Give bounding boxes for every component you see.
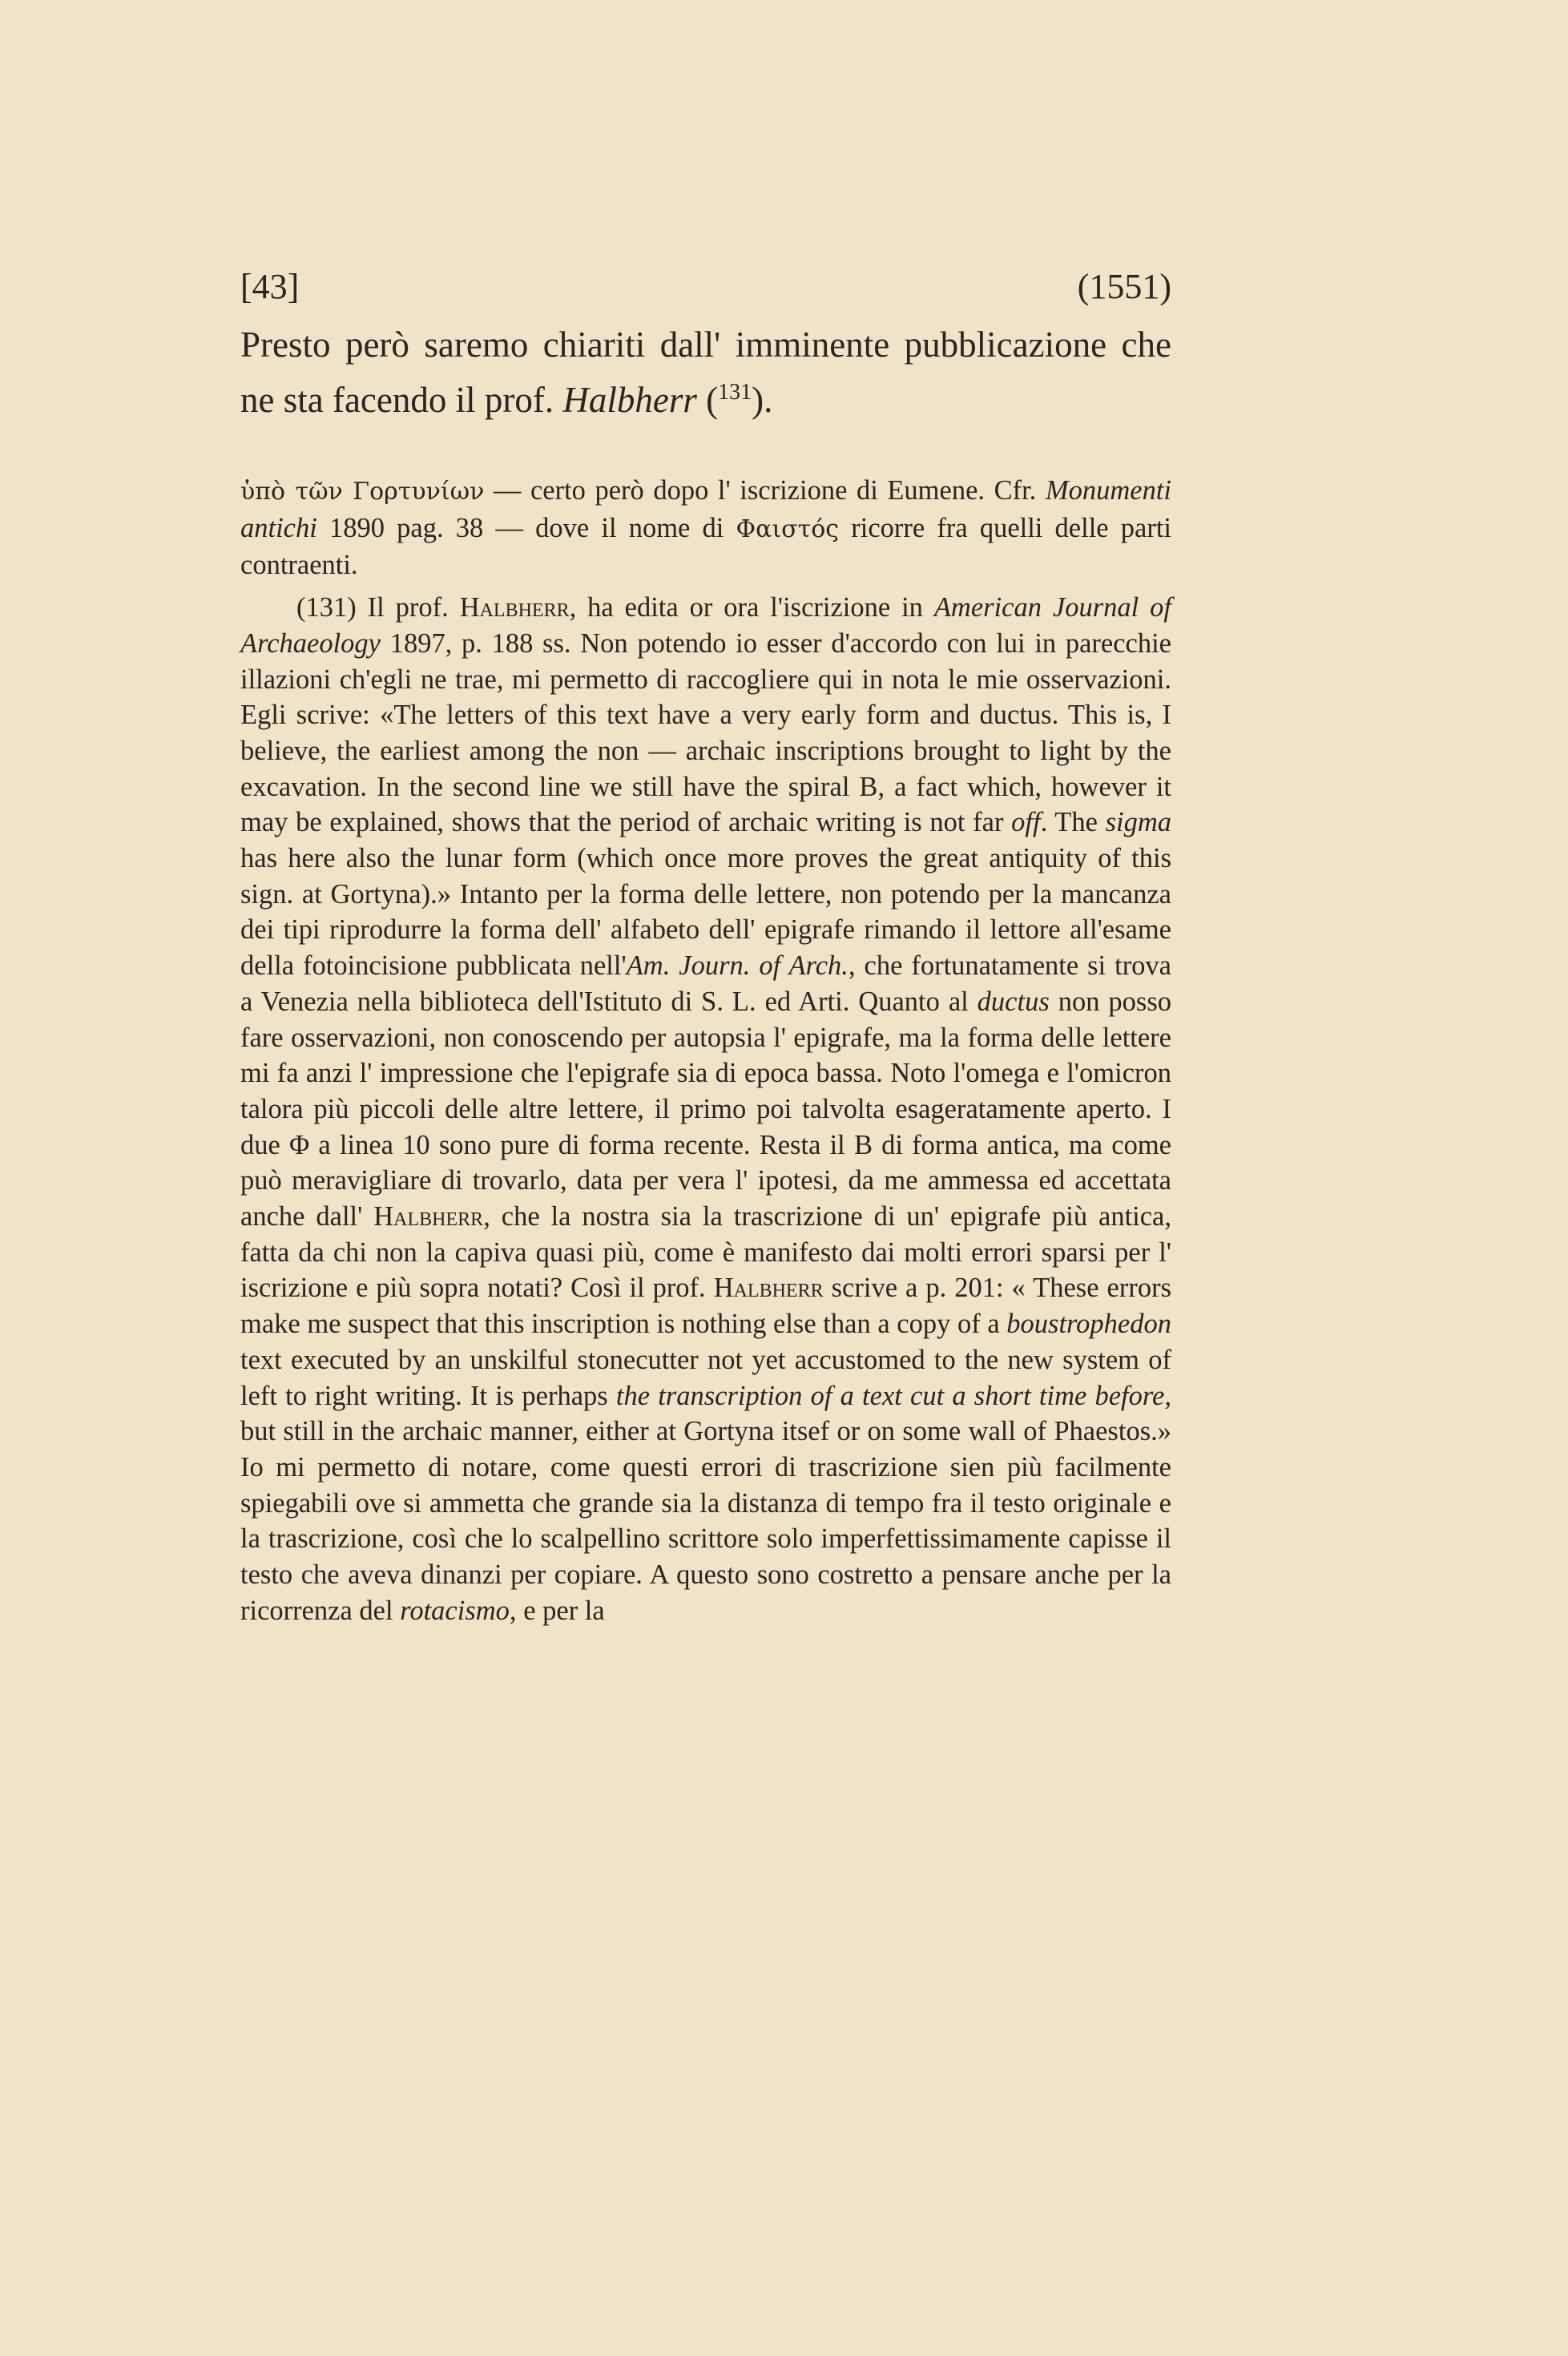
author-name: Halbherr [562,380,697,420]
footnote-continuation: ὑπὸ τῶν Γορτυνίων — certo però dopo l' iscrizione di Eumene. Cfr. Monumenti antichi 1890 pag. 38 — dove il nome di Φαιστός ricorre fra quelli delle parti contraenti. [240,475,1172,581]
page-number-bracket: [43] [240,267,300,306]
footnote-ref: 131 [718,380,752,405]
main-text: Presto però saremo chiariti dall' imminente pubblicazione che ne sta facendo il prof. Halbherr ($^{131}$). [240,325,1171,420]
footnotes [240,473,1171,1629]
page-number-parenthesis: (1551) [1077,267,1171,306]
greek-word: Φαιστός [736,514,840,543]
footnote-131: (131) Il prof. Halbherr, ha edita or ora l'iscrizione in American Journal of Archaeology 1897, p. 188 ss. Non potendo io esser d'accordo con lui in parecchie illazioni ch'egli ne trae, mi permetto di raccogliere qui in nota le mie osservazioni. Egli scrive: «The letters of this text have a very early form and ductus. This is, I believe, the earliest among the non — archaic inscriptions brought to light by the excavation. In the second line we still have the spiral B, a fact which, however it may be explained, shows that the period of archaic writing is not far off. The sigma has here also the lunar form (which once more proves the great antiquity of this sign. at Gortyna).» Intanto per la forma delle lettere, non potendo per la mancanza dei tipi riprodurre la forma dell' alfabeto dell' epigrafe rimando il lettore all'esame della fotoincisione pubblicata nell'Am. Journ. of Arch., che fortunatamente si trova a Venezia nella biblioteca dell'Istituto di S. L. ed Arti. Quanto al ductus non posso fare osservazioni, non conoscendo per autopsia l' epigrafe, ma la forma delle lettere mi fa anzi l' impressione che l'epigrafe sia di epoca bassa. Noto l'omega e l'omicron talora più piccoli delle altre lettere, il primo poi talvolta esageratamente aperto. I due Φ a linea 10 sono pure di forma recente. Resta il B di forma antica, ma come può meravigliare di trovarlo, data per vera l' ipotesi, da me ammessa ed accettata anche dall' Halbherr, che la nostra sia la trascrizione di un' epigrafe più antica, fatta da chi non la capiva quasi più, come è manifesto dai molti errori sparsi per l' iscrizione e più sopra notati? Così il prof. Halbherr scrive a p. 201: « These errors make me suspect that this inscription is nothing else than a copy of a boustrophedon text executed by an unskilful stonecutter not yet accustomed to the new system of left to right writing. It is perhaps the transcription of a text cut a short time before, but still in the archaic manner, either at Gortyna itsef or on some wall of Phaestos.» Io mi permetto di notare, come questi errori di trascrizione sien più facilmente spiegabili ove si ammetta che grande sia la distanza di tempo fra il testo originale e la trascrizione, così che lo scalpellino scrittore solo imperfettissimamente capisse il testo che aveva dinanzi per copiare. A questo sono costretto a pensare anche per la ricorrenza del rotacismo, e per la [240,592,1171,1626]
greek-phrase: ὑπὸ τῶν Γορτυνίων [240,478,485,506]
